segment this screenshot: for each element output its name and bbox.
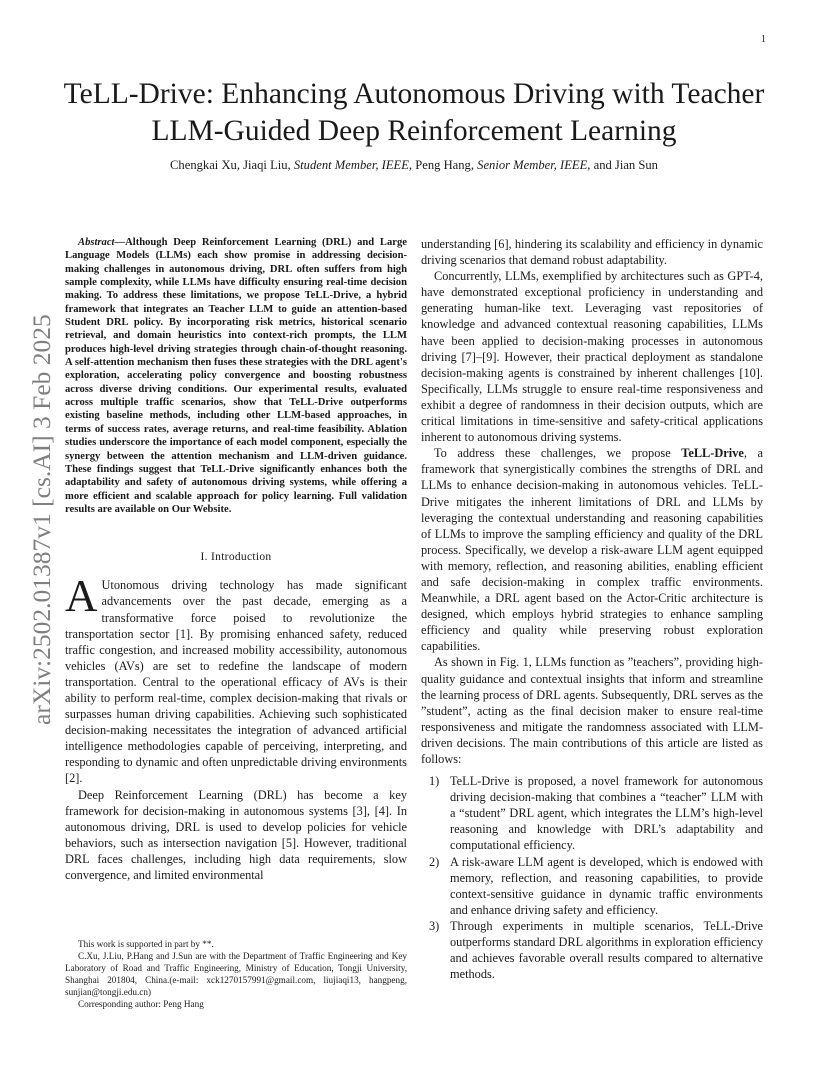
intro-paragraph-4 bbox=[421, 445, 763, 654]
footnote-support: This work is supported in part by **. bbox=[78, 939, 214, 949]
section-heading-introduction: I. Introduction bbox=[200, 551, 272, 564]
footnote bbox=[65, 938, 407, 1010]
contribution-number: 1) bbox=[429, 774, 440, 789]
right-column bbox=[421, 236, 763, 982]
contribution-item bbox=[421, 918, 763, 982]
author-membership-2: Senior Member, IEEE, bbox=[477, 158, 591, 172]
intro-paragraph-1-text: Utonomous driving technology has made significant advancements over the past decade, emerging as a transformative force poised to revolutionize the transportation sector [1]. By promising enhanced safety, reduced traffic congestion, and increased mobility accessibility, autonomous vehicles (AVs) are set to redefine the landscape of modern transportation. Central to the operational efficacy of AVs is their ability to perform real-time, complex decision-making that rivals or surpasses human driving capabilities. Achieving such sophisticated decision-making necessitates the integration of advanced artificial intelligence methodologies capable of perceiving, interpreting, and responding to dynamic and often unpredictable driving environments [2]. bbox=[65, 578, 407, 786]
contribution-item bbox=[421, 773, 763, 853]
abstract-label: Abstract bbox=[78, 237, 115, 248]
contribution-item bbox=[421, 854, 763, 918]
contribution-text: A risk-aware LLM agent is developed, which is endowed with memory, reflection, and reasoning capabilities, to provide context-sensitive guidance in dynamic traffic environments and enhance driving safety and efficiency. bbox=[450, 854, 763, 917]
title-block bbox=[60, 76, 768, 173]
drop-cap: A bbox=[65, 571, 98, 622]
contributions-list bbox=[421, 773, 763, 982]
author-names-2: Peng Hang, bbox=[412, 158, 478, 172]
abstract-text: —Although Deep Reinforcement Learning (DRL) and Large Language Models (LLMs) each show promise in addressing decision-making challenges in autonomous driving, DRL often suffers from high sample complexity, while LLMs have difficulty ensuring real-time decision making. To address these limitations, we propose TeLL-Drive, a hybrid framework that integrates an Teacher LLM to guide an attention-based Student DRL policy. By incorporating risk metrics, historical scenario retrieval, and domain heuristics into context-rich prompts, the LLM produces high-level driving strategies through chain-of-thought reasoning. A self-attention mechanism then fuses these strategies with the DRL agent's exploration, accelerating policy convergence and boosting robustness across diverse driving conditions. Our experimental results, evaluated across multiple traffic scenarios, show that TeLL-Drive outperforms existing baseline methods, including other LLM-based approaches, in terms of success rates, average returns, and real-time feasibility. Ablation studies underscore the importance of each model component, especially the synergy between the attention mechanism and LLM-driven guidance. These findings suggest that TeLL-Drive significantly enhances both the adaptability and safety of autonomous driving systems, while offering a more efficient and scalable approach for policy learning. Full validation results are available on Our Website. bbox=[65, 237, 407, 515]
footnote-affiliation: C.Xu, J.Liu, P.Hang and J.Sun are with the Department of Traffic Engineering and Key Laboratory of Road and Traffic Engineering, Ministry of Education, Tongji University, Shanghai 201804, China.(e-mail: xck1270157991@gmail.com, liujiaqi13, hangpeng, sunjian@tongji.edu.cn) bbox=[65, 951, 407, 997]
intro-paragraph-1 bbox=[65, 571, 407, 786]
arxiv-stamp: arXiv:2502.01387v1 [cs.AI] 3 Feb 2025 bbox=[27, 314, 56, 726]
abstract bbox=[65, 236, 407, 516]
left-column bbox=[65, 236, 407, 883]
intro-paragraph-4-post: , a framework that synergistically combines the strengths of DRL and LLMs to enhance decision-making in autonomous vehicles. TeLL-Drive mitigates the inherent limitations of DRL and LLMs by leveraging the contextual understanding and reasoning capabilities of LLMs to improve the sampling efficiency and quality of the DRL process. Specifically, we develop a risk-aware LLM agent equipped with memory, reflection, and reasoning abilities, enabling efficient and safe decision-making in complex traffic environments. Meanwhile, a DRL agent based on the Actor-Critic architecture is designed, which employs hybrid strategies to enhance sampling efficiency and quality while preserving robust exploration capabilities. bbox=[421, 446, 763, 654]
author-membership-1: Student Member, IEEE, bbox=[293, 158, 413, 172]
contribution-text: Through experiments in multiple scenarios, TeLL-Drive outperforms standard DRL algorithms in exploration efficiency and achieves favorable overall results compared to alternative methods. bbox=[450, 918, 763, 982]
intro-paragraph-5: As shown in Fig. 1, LLMs function as ”teachers”, providing high-quality guidance and contextual insights that inform and streamline the learning process of DRL agents. Subsequently, DRL serves as the ”student”, acting as the final decision maker to ensure real-time responsiveness and mitigate the randomness associated with LLM-driven decisions. The main contributions of this article are listed as follows: bbox=[421, 655, 763, 766]
author-line bbox=[60, 158, 768, 173]
paper-title: TeLL-Drive: Enhancing Autonomous Driving with Teacher LLM-Guided Deep Reinforcement Learning bbox=[63, 78, 765, 147]
contribution-text: TeLL-Drive is proposed, a novel framework for autonomous driving decision-making that combines a “teacher” LLM with a “student” DRL agent, which integrates the LLM’s high-level reasoning and knowledge with DRL’s adaptability and computational efficiency. bbox=[450, 774, 763, 853]
contribution-number: 2) bbox=[429, 854, 440, 869]
intro-paragraph-3: Concurrently, LLMs, exemplified by architectures such as GPT-4, have demonstrated exceptional proficiency in understanding and generating human-like text. Leveraging vast repositories of knowledge and advanced contextual reasoning capabilities, LLMs have been applied to decision-making processes in autonomous driving [7]–[9]. However, their practical deployment as standalone decision-making agents is constrained by inherent challenges [10]. Specifically, LLMs struggle to ensure real-time responsiveness and exhibit a degree of randomness in their decision outputs, which are critical limitations in time-sensitive and safety-critical applications inherent to autonomous driving systems. bbox=[421, 269, 763, 445]
author-names-3: and Jian Sun bbox=[590, 158, 658, 172]
intro-paragraph-2: Deep Reinforcement Learning (DRL) has become a key framework for decision-making in autonomous systems [3], [4]. In autonomous driving, DRL is used to develop policies for vehicle behaviors, such as intersection navigation [5]. However, traditional DRL faces challenges, including high data requirements, slow convergence, and limited environmental bbox=[65, 787, 407, 882]
intro-paragraph-2-continued: understanding [6], hindering its scalability and efficiency in dynamic driving scenarios that demand robust adaptability. bbox=[421, 237, 763, 268]
page-number: 1 bbox=[761, 34, 766, 45]
footnote-corresponding: Corresponding author: Peng Hang bbox=[78, 999, 204, 1009]
contribution-number: 3) bbox=[429, 918, 440, 933]
author-names-1: Chengkai Xu, Jiaqi Liu, bbox=[170, 158, 294, 172]
intro-paragraph-4-pre: To address these challenges, we propose bbox=[434, 446, 682, 461]
framework-name: TeLL-Drive bbox=[681, 446, 744, 461]
